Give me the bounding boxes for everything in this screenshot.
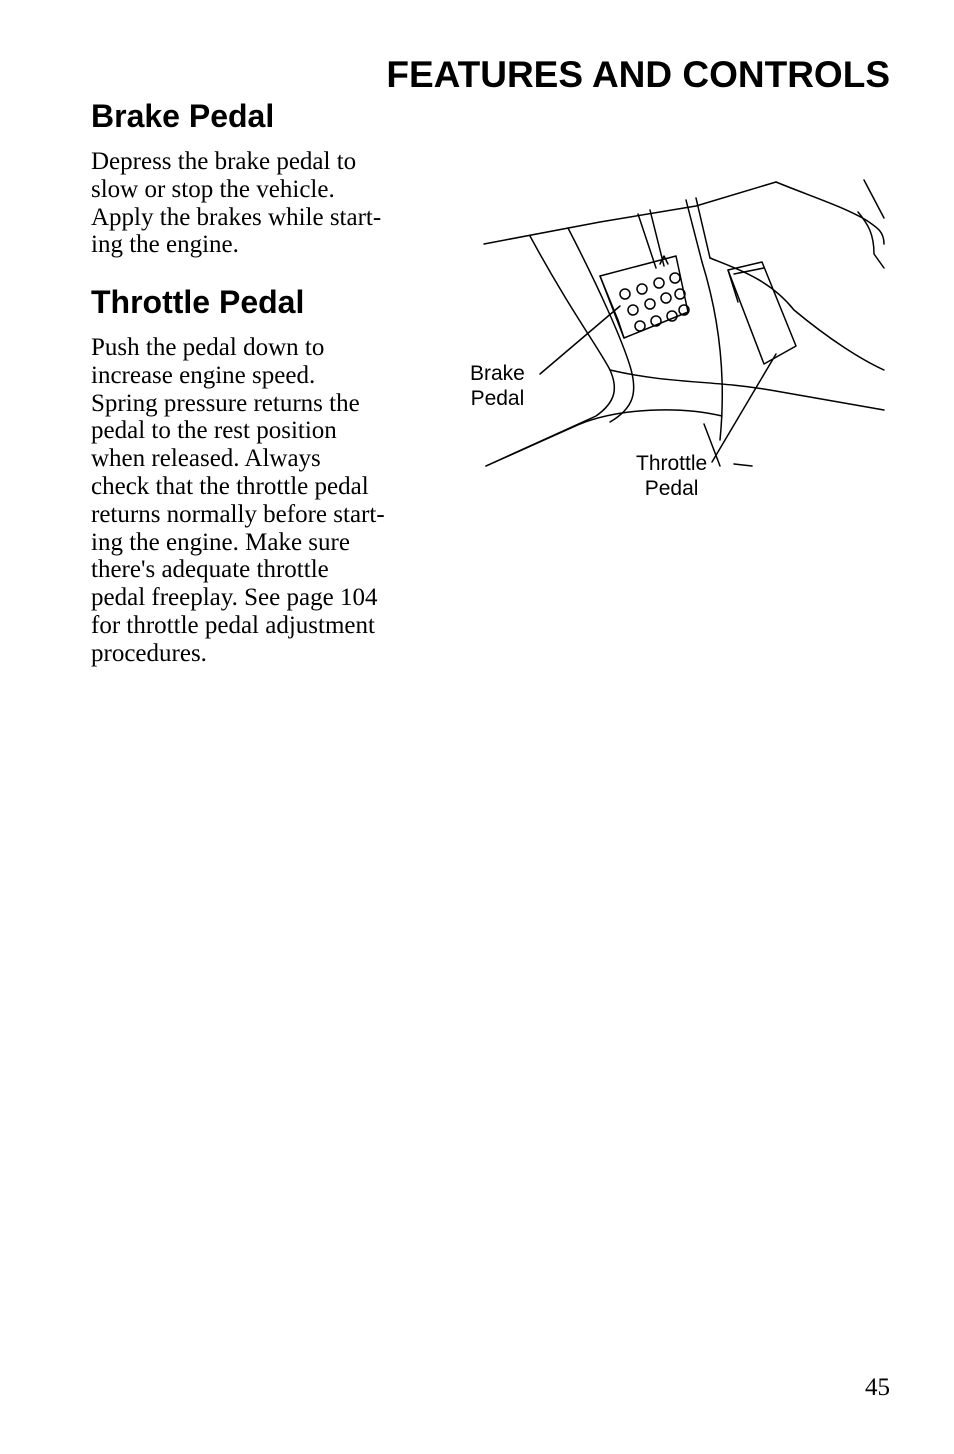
throttle-pedal-heading: Throttle Pedal: [91, 284, 305, 320]
callout-line: Pedal: [644, 477, 699, 500]
brake-pedal-callout: [470, 361, 525, 411]
text-line: Apply the brakes while start-: [91, 203, 382, 231]
pedal-figure: [470, 170, 890, 510]
callout-line: Pedal: [470, 387, 525, 410]
brake-pedal-heading: Brake Pedal: [91, 98, 275, 134]
callout-line: Brake: [470, 362, 525, 385]
text-line: ing the engine. Make sure: [91, 528, 350, 556]
text-line: Push the pedal down to: [91, 334, 325, 361]
text-line: for throttle pedal adjustment: [91, 611, 375, 639]
page-number: 45: [865, 1374, 890, 1401]
text-line: there's adequate throttle: [91, 556, 329, 584]
page-header-title: FEATURES AND CONTROLS: [386, 54, 890, 95]
callout-line: Throttle: [636, 452, 708, 475]
text-line: procedures.: [91, 639, 207, 667]
brake-pedal-text: [91, 148, 431, 259]
text-line: increase engine speed.: [91, 361, 316, 389]
throttle-pedal-callout: [636, 451, 707, 501]
throttle-pedal-text: [91, 334, 431, 668]
text-line: pedal freeplay. See page 104: [91, 584, 378, 612]
text-line: ing the engine.: [91, 231, 239, 259]
text-line: slow or stop the vehicle.: [91, 175, 335, 203]
text-line: when released. Always: [91, 445, 321, 473]
text-line: pedal to the rest position: [91, 417, 337, 445]
text-line: Depress the brake pedal to: [91, 148, 357, 175]
text-line: Spring pressure returns the: [91, 389, 360, 417]
text-line: returns normally before start-: [91, 500, 385, 528]
text-line: check that the throttle pedal: [91, 472, 369, 500]
